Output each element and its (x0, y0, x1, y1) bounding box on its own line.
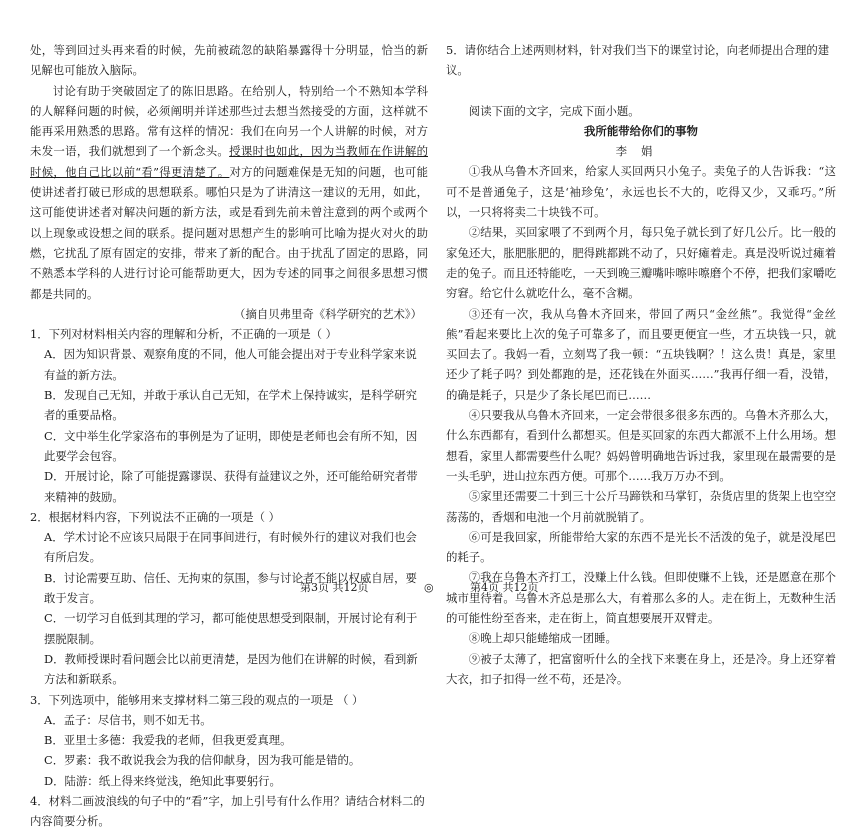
question-3: 3．下列选项中，能够用来支撑材料二第三段的观点的一项是 （ ） (30, 692, 364, 707)
passage-paragraph-5: ⑤家里还需要二十到三十公斤马蹄铁和马掌钉，杂货店里的货架上也空空荡荡的，香烟和电池一个月前就脱销了。 (446, 489, 836, 524)
answer-space (446, 81, 836, 101)
paragraph-text-a: 讨论有助于突破固定了的陈旧思路。在给别人，特别给一个不熟知本学科的人解释问题的时候，必须阐明并详述那些过去想当然接受的方面，这样就不能再采用熟悉的思路。常有这样的情况：我们在向另一个人讲解的时候，对方未发一语，我们就想到了一个新念头。 (30, 83, 428, 159)
binding-mark-icon: ◎ (424, 581, 434, 594)
q2-option-d: D．教师授课时看问题会比以前更清楚，是因为他们在讲解的时候，看到新方法和新联系。 (44, 651, 418, 687)
q3-option-a: A．孟子：尽信书，则不如无书。 (44, 712, 212, 727)
q3-option-b: B．亚里士多德：我爱我的老师，但我更爱真理。 (44, 733, 292, 748)
q3-option-c: C．罗素：我不敢说我会为我的信仰献身，因为我可能是错的。 (44, 753, 361, 768)
source-citation: （摘自贝弗里奇《科学研究的艺术》） (234, 306, 422, 321)
passage-author: 李娟 (615, 144, 667, 159)
q1-option-a: A．因为知识背景、观察角度的不同，他人可能会提出对于专业科学家来说有益的新方法。 (44, 347, 417, 382)
question-4: 4．材料二画波浪线的句子中的“看”字，加上引号有什么作用？请结合材料二的内容简要分析。 (30, 793, 425, 829)
discussion-paragraph (30, 81, 428, 304)
question-5: 5．请你结合上述两则材料，针对我们当下的课堂讨论，向老师提出合理的建议。 (446, 43, 830, 78)
q3-option-d: D．陆游：纸上得来终觉浅，绝知此事要躬行。 (44, 773, 281, 788)
reading-instruction: 阅读下面的文字，完成下面小题。 (468, 103, 640, 118)
wavy-underlined-sentence: 授课时也如此，因为当教师在作讲解的时候，他自己比以前“看”得更清楚了。 (30, 144, 428, 179)
page-footer (0, 578, 860, 598)
q1-option-d: D．开展讨论，除了可能提露谬误、获得有益建议之外，还可能给研究者带来精神的鼓励。 (44, 469, 418, 504)
passage-paragraph-3: ③还有一次，我从乌鲁木齐回来，带回了两只“金丝熊”。我觉得“金丝熊”看起来要比上次的兔子可靠多了，而且要更便宜一些，才五块钱一只，就买回去了。我妈一看，立刻骂了我一顿：“五块钱啊？！这么贵！真是，家里还少了耗子吗？到处都跑的是，还花钱在外面买……”我再仔细一看，没错，的确是耗子，只是少了条长尾巴而已…… (446, 306, 836, 402)
left-page-number: 第3页 共12页 (300, 581, 369, 594)
q2-option-c: C．一切学习自低到其理的学习，都可能使思想受到限制，开展讨论有利于摆脱限制。 (44, 611, 418, 646)
passage-paragraph-7: ⑦我在乌鲁木齐打工，没赚上什么钱。但即使赚不上钱，还是愿意在那个城市里待着。乌鲁木齐总是那么大，有着那么多的人。走在街上，无数种生活的可能性纷至沓来，走在街上，简直想要展开双臂走。 (446, 570, 836, 626)
question-1: 1．下列对材料相关内容的理解和分析，不正确的一项是（ ） (30, 327, 338, 342)
passage-title: 我所能带给你们的事物 (584, 123, 698, 138)
passage-paragraph-9: ⑨被子太薄了，把富窗听什么的全找下来裹在身上，还是冷。身上还穿着大衣，扣子扣得一丝不苟，还是冷。 (446, 651, 836, 686)
q1-option-c: C．文中举生化学家洛布的事例是为了证明，即使是老师也会有所不知，因此要学会包容。 (44, 428, 418, 463)
passage-paragraph-2: ②结果，买回家喂了不到两个月，每只兔子就长到了好几公斤。比一般的家兔还大，胀肥胀肥的，肥得跳都跳不动了，只好瘫着走。真是没听说过瘫着走的兔子。而且还特能吃，一天到晚三瓣嘴咔嚓咔嚓磨个不停，把我们家嚼吃穷窘。给它什么就吃什么，毫不含糊。 (446, 225, 836, 301)
continued-paragraph: 处，等到回过头再来看的时候，先前被疏忽的缺陷暴露得十分明显，恰当的新见解也可能放入脑际。 (30, 43, 428, 78)
paragraph-text-b: 对方的问题难保是无知的问题，也可能使讲述者打破已形成的思想联系。哪怕只是为了讲清这一建议的无用，如此，这可能使讲述者对解决问题的新方法，或是看到先前未曾注意到的两个或两个以上现象或设想之间的联系。提问题对思想产生的影响可比喻为提火对火的助燃，它扰乱了原有固定的安排，带来了新的配合。由于扰乱了固定的思路，同不熟悉本学科的人进行讨论可能帮助更大，因为专述的同事之间很多思想习惯都是共同的。 (30, 164, 428, 301)
passage-paragraph-8: ⑧晚上却只能蜷缩成一团睡。 (468, 631, 617, 646)
q2-option-a: A．学术讨论不应该只局限于在同事间进行，有时候外行的建议对我们也会有所启发。 (44, 530, 417, 565)
passage-paragraph-4: ④只要我从乌鲁木齐回来，一定会带很多很多东西的。乌鲁木齐那么大，什么东西都有，看到什么都想买。但是买回家的东西大都派不上什么用场。想想看，家里人都需要些什么呢？妈妈曾明确地告诉过我，家里现在最需要的是一头毛驴，进山拉东西方便。可那个……我万万办不到。 (446, 408, 836, 483)
left-page-column (30, 40, 428, 832)
question-2: 2．根据材料内容，下列说法不正确的一项是（ ） (30, 509, 281, 524)
q2-option-b: B．讨论需要互助、信任、无拘束的氛围，参与讨论者不能以权威自居，要敢于发言。 (44, 570, 417, 606)
q1-option-b: B．发现自己无知，并敢于承认自己无知，在学术上保持诚实，是科学研究者的重要品格。 (44, 388, 417, 423)
passage-paragraph-1: ①我从乌鲁木齐回来，给家人买回两只小兔子。卖兔子的人告诉我：“这可不是普通兔子，这是‘袖珍兔’，永远也长不大的，吃得又少，又乖巧。”所以，一只将将卖二十块钱不可。 (446, 164, 836, 220)
right-page-number: 第4页 共12页 (470, 581, 539, 594)
passage-paragraph-6: ⑥可是我回家，所能带给大家的东西不是光长不活泼的兔子，就是没尾巴的耗子。 (446, 529, 836, 565)
